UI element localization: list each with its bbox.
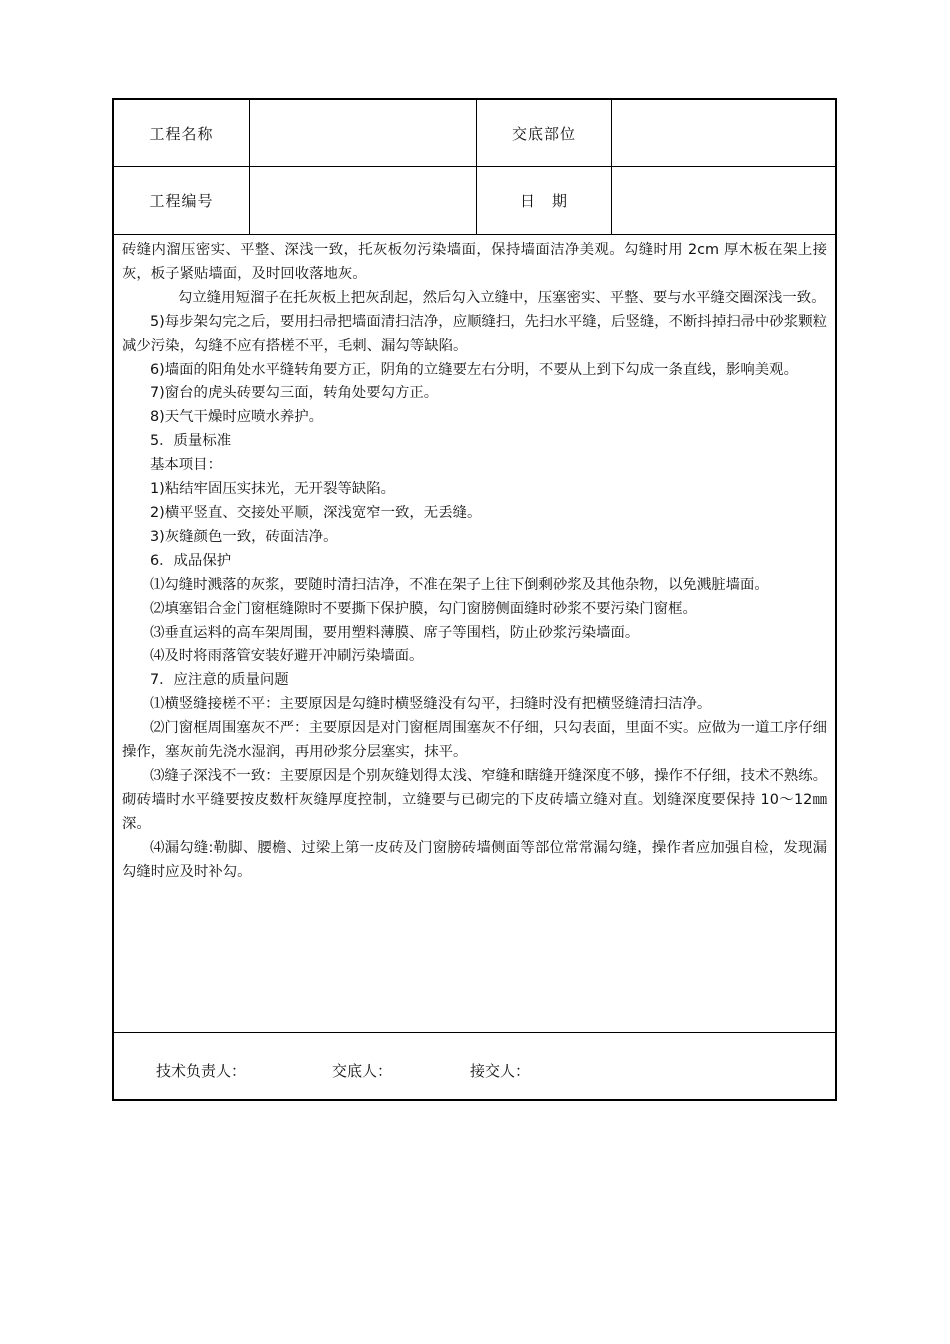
disclosure-form [112,98,837,1101]
tech-lead-label: 技术负责人： [156,1062,247,1080]
discloser-label: 交底人： [332,1062,393,1080]
section-heading: 5．质量标准 [150,433,232,450]
section-heading: 7．应注意的质量问题 [150,672,289,689]
body-paragraph: ⑵门窗框周围塞灰不严：主要原因是对门窗框周围塞灰不仔细，只勾表面，里面不实。应做为一道工序仔细操作，塞灰前先浇水湿润，再用砂浆分层塞实，抹平。 [122,720,827,761]
body-paragraph: 3)灰缝颜色一致，砖面洁净。 [150,528,338,545]
footer-divider [114,1032,835,1033]
body-paragraph: 7)窗台的虎头砖要勾三面，转角处要勾方正。 [150,385,439,402]
project-name-value [250,100,476,166]
body-paragraph: 1)粘结牢固压实抹光，无开裂等缺陷。 [150,481,396,498]
location-value [612,100,837,166]
body-paragraph: 2)横平竖直、交接处平顺，深浅宽窄一致，无丢缝。 [150,504,482,521]
body-paragraph: 5)每步架勾完之后，要用扫帚把墙面清扫洁净，应顺缝扫，先扫水平缝，后竖缝，不断抖掉扫帚中砂浆颗粒减少污染，勾缝不应有搭槎不平，毛刺、漏勾等缺陷。 [122,313,827,354]
location-label: 交底部位 [511,124,576,143]
date-value [612,167,837,234]
disclosure-body [122,239,827,884]
body-paragraph: ⑷及时将雨落管安装好避开冲刷污染墙面。 [150,648,424,665]
body-paragraph: 8)天气干燥时应喷水养护。 [150,409,324,426]
project-name-label: 工程名称 [149,124,214,143]
body-paragraph: ⑵填塞铝合金门窗框缝隙时不要撕下保护膜，勾门窗膀侧面缝时砂浆不要污染门窗框。 [150,600,697,617]
row-divider [114,234,835,235]
project-no-value [250,167,476,234]
body-paragraph: 基本项目： [150,457,222,474]
body-paragraph: 砖缝内溜压密实、平整、深浅一致，托灰板勿污染墙面，保持墙面洁净美观。勾缝时用 2cm 厚木板在架上接灰，板子紧贴墙面，及时回收落地灰。 [122,242,827,282]
date-label: 日 期 [519,192,568,210]
body-paragraph: ⑷漏勾缝:勒脚、腰檐、过梁上第一皮砖及门窗膀砖墙侧面等部位常常漏勾缝，操作者应加强自检，发现漏勾缝时应及时补勾。 [122,839,827,880]
body-paragraph: ⑴横竖缝接槎不平：主要原因是勾缝时横竖缝没有勾平，扫缝时没有把横竖缝清扫洁净。 [150,696,712,713]
project-no-label: 工程编号 [149,192,214,210]
receiver-label: 接交人： [470,1062,531,1080]
section-heading: 6．成品保护 [150,552,232,569]
body-paragraph: ⑶缝子深浅不一致：主要原因是个别灰缝划得太浅、窄缝和瞎缝开缝深度不够，操作不仔细，技术不熟练。砌砖墙时水平缝要按皮数杆灰缝厚度控制，立缝要与已砌完的下皮砖墙立缝对直。划缝深度要保持 10～12㎜深。 [122,767,827,832]
body-paragraph: ⑶垂直运料的高车架周围，要用塑料薄膜、席子等围档，防止砂浆污染墙面。 [150,624,640,641]
body-paragraph: ⑴勾缝时溅落的灰浆，要随时清扫洁净，不准在架子上往下倒剩砂浆及其他杂物，以免溅脏墙面。 [150,576,769,593]
body-paragraph: 6)墙面的阳角处水平缝转角要方正，阴角的立缝要左右分明，不要从上到下勾成一条直线，影响美观。 [150,361,798,378]
body-paragraph: 勾立缝用短溜子在托灰板上把灰刮起，然后勾入立缝中，压塞密实、平整、要与水平缝交圈深浅一致。 [178,289,826,306]
